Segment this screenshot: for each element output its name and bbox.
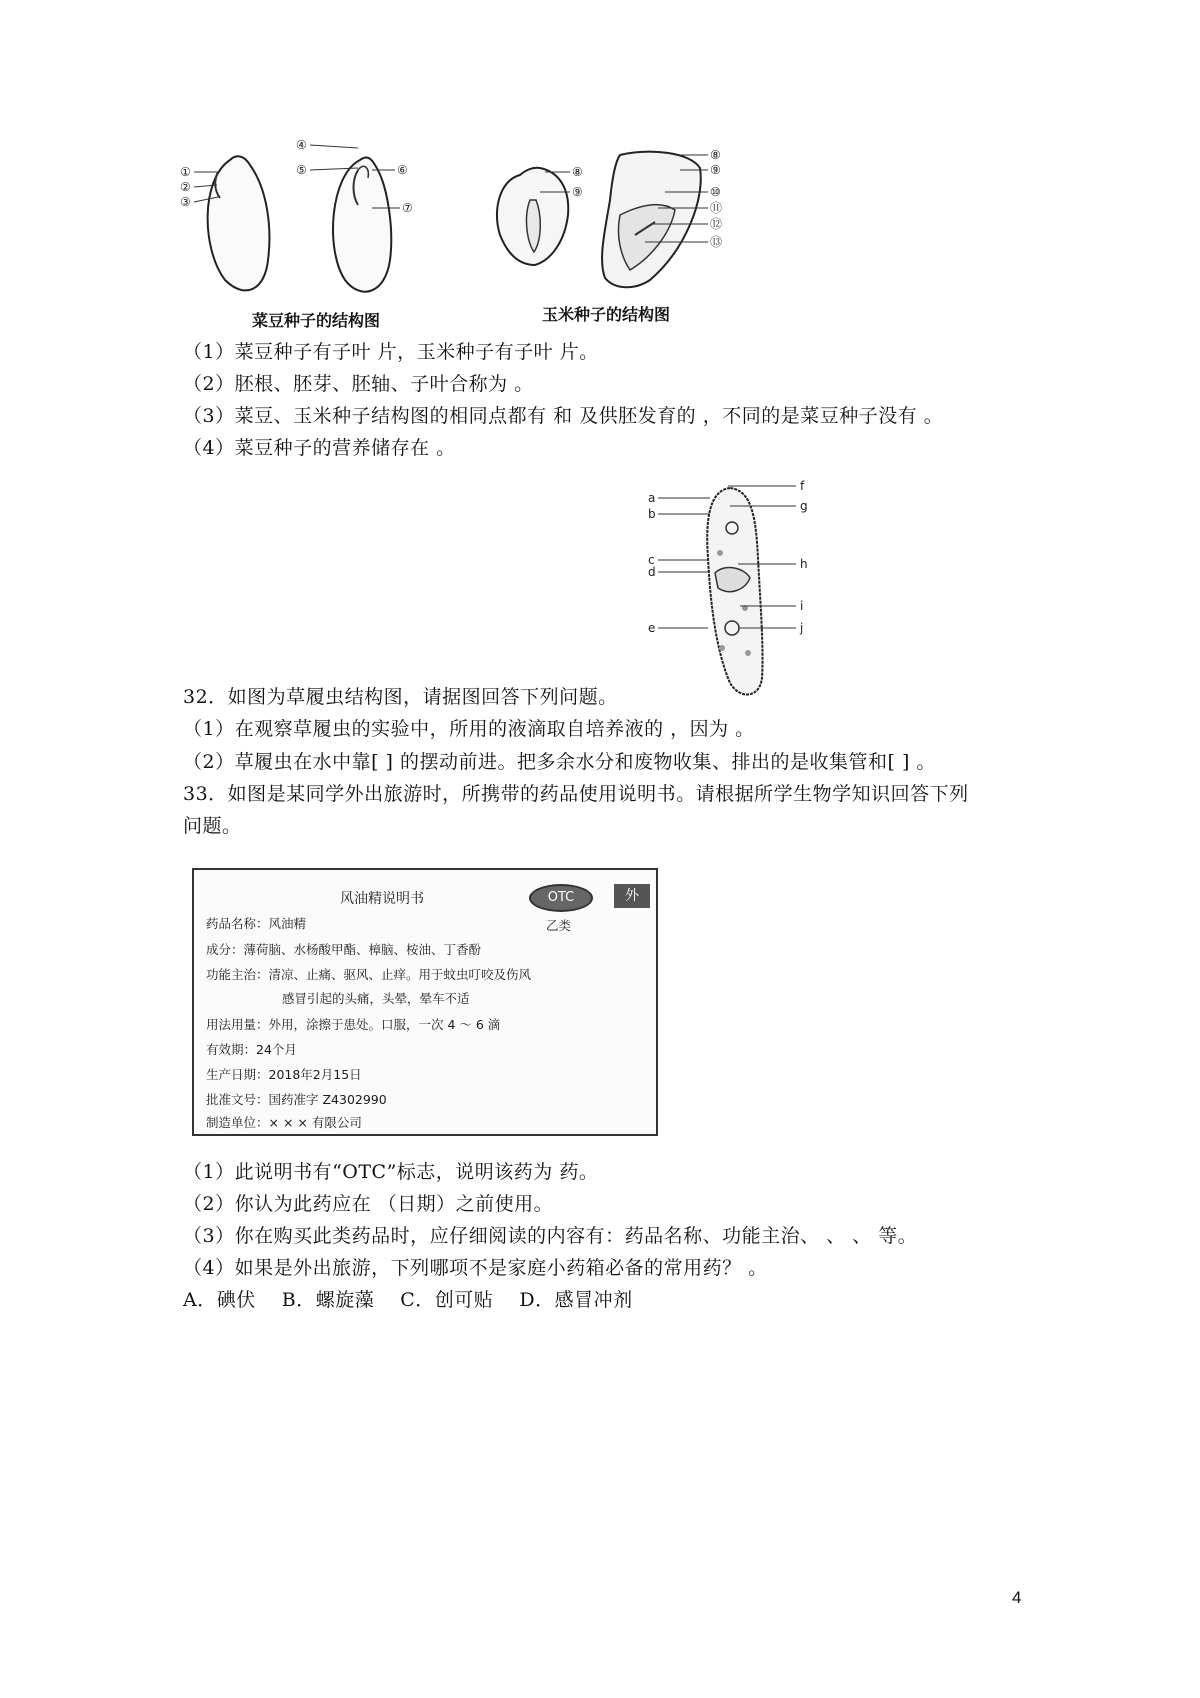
page-number: 4 xyxy=(1012,1588,1022,1607)
card-ingredients: 成分：薄荷脑、水杨酸甲酯、樟脑、桉油、丁香酚 xyxy=(206,942,482,957)
card-validity: 有效期：24个月 xyxy=(206,1042,297,1057)
corn-label-9a: ⑨ xyxy=(572,185,583,199)
card-title: 风油精说明书 xyxy=(340,891,424,907)
corn-label-12: ⑫ xyxy=(710,217,723,231)
bean-label-1: ① xyxy=(180,165,191,179)
seed-figure xyxy=(180,140,780,320)
bean-label-2: ② xyxy=(180,180,191,194)
q32-part1: （1）在观察草履虫的实验中，所用的液滴取自培养液的 ，因为 。 xyxy=(183,718,755,740)
card-category: 乙类 xyxy=(546,918,572,933)
corn-figure-caption: 玉米种子的结构图 xyxy=(542,305,671,324)
para-label-i: i xyxy=(800,599,804,613)
q31-part4: （4）菜豆种子的营养储存在 。 xyxy=(183,437,456,459)
q31-part3: （3）菜豆、玉米种子结构图的相同点都有 和 及供胚发育的 ，不同的是菜豆种子没有 。 xyxy=(183,405,944,427)
q33-part2: （2）你认为此药应在 （日期）之前使用。 xyxy=(183,1193,554,1215)
q31-part1: （1）菜豆种子有子叶 片，玉米种子有子叶 片。 xyxy=(183,341,599,363)
corn-label-11: ⑪ xyxy=(710,201,723,215)
para-label-b: b xyxy=(648,507,656,521)
q32-part2: （2）草履虫在水中靠[ ] 的摆动前进。把多余水分和废物收集、排出的是收集管和[ ] 。 xyxy=(183,751,936,773)
paramecium-labels xyxy=(648,478,838,658)
bean-label-7: ⑦ xyxy=(402,201,413,215)
q33-part3: （3）你在购买此类药品时，应仔细阅读的内容有：药品名称、功能主治、 、 、 等。 xyxy=(183,1225,918,1247)
card-production-date: 生产日期：2018年2月15日 xyxy=(206,1067,362,1082)
bean-label-5: ⑤ xyxy=(296,163,307,177)
q31-part2: （2）胚根、胚芽、胚轴、子叶合称为 。 xyxy=(183,373,534,395)
medicine-card xyxy=(192,868,658,1136)
para-label-g: g xyxy=(800,499,808,513)
corn-label-13: ⑬ xyxy=(710,235,723,249)
para-label-c: c xyxy=(648,553,655,567)
card-manufacturer: 制造单位：× × × 有限公司 xyxy=(206,1115,362,1130)
seed-diagram xyxy=(180,140,780,320)
bean-figure-caption: 菜豆种子的结构图 xyxy=(252,311,381,330)
q33-stem-line2: 问题。 xyxy=(183,815,242,837)
para-label-f: f xyxy=(800,479,805,493)
corn-label-8b: ⑧ xyxy=(710,148,721,162)
external-use-badge xyxy=(614,884,650,908)
bean-label-4: ④ xyxy=(296,140,307,152)
external-use-badge-text: 外 xyxy=(625,888,639,904)
card-drug-name: 药品名称：风油精 xyxy=(206,916,307,931)
otc-badge-text: OTC xyxy=(547,890,575,905)
para-label-e: e xyxy=(648,621,656,635)
card-approval-number: 批准文号：国药准字 Z4302990 xyxy=(206,1092,387,1107)
para-label-j: j xyxy=(800,621,804,635)
corn-label-10: ⑩ xyxy=(710,185,721,199)
q33-part4: （4）如果是外出旅游，下列哪项不是家庭小药箱必备的常用药？ 。 xyxy=(183,1257,768,1279)
q32-stem: 32．如图为草履虫结构图，请据图回答下列问题。 xyxy=(183,686,618,708)
card-indications-1: 功能主治：清凉、止痛、驱风、止痒。用于蚊虫叮咬及伤风 xyxy=(206,967,532,982)
corn-label-9b: ⑨ xyxy=(710,163,721,177)
bean-label-3: ③ xyxy=(180,195,191,209)
q33-options: A．碘伏 B．螺旋藻 C．创可贴 D．感冒冲剂 xyxy=(183,1289,633,1311)
otc-badge xyxy=(529,884,593,912)
para-label-h: h xyxy=(800,557,808,571)
para-label-d: d xyxy=(648,565,656,579)
corn-label-8a: ⑧ xyxy=(572,165,583,179)
q33-stem-line1: 33．如图是某同学外出旅游时，所携带的药品使用说明书。请根据所学生物学知识回答下列 xyxy=(183,783,969,805)
card-indications-2: 感冒引起的头痛，头晕，晕车不适 xyxy=(282,991,470,1006)
q33-part1: （1）此说明书有“OTC”标志，说明该药为 药。 xyxy=(183,1161,599,1183)
para-label-a: a xyxy=(648,491,656,505)
card-usage: 用法用量：外用，涂擦于患处。口服，一次 4 ～ 6 滴 xyxy=(206,1017,501,1032)
bean-label-6: ⑥ xyxy=(397,163,408,177)
